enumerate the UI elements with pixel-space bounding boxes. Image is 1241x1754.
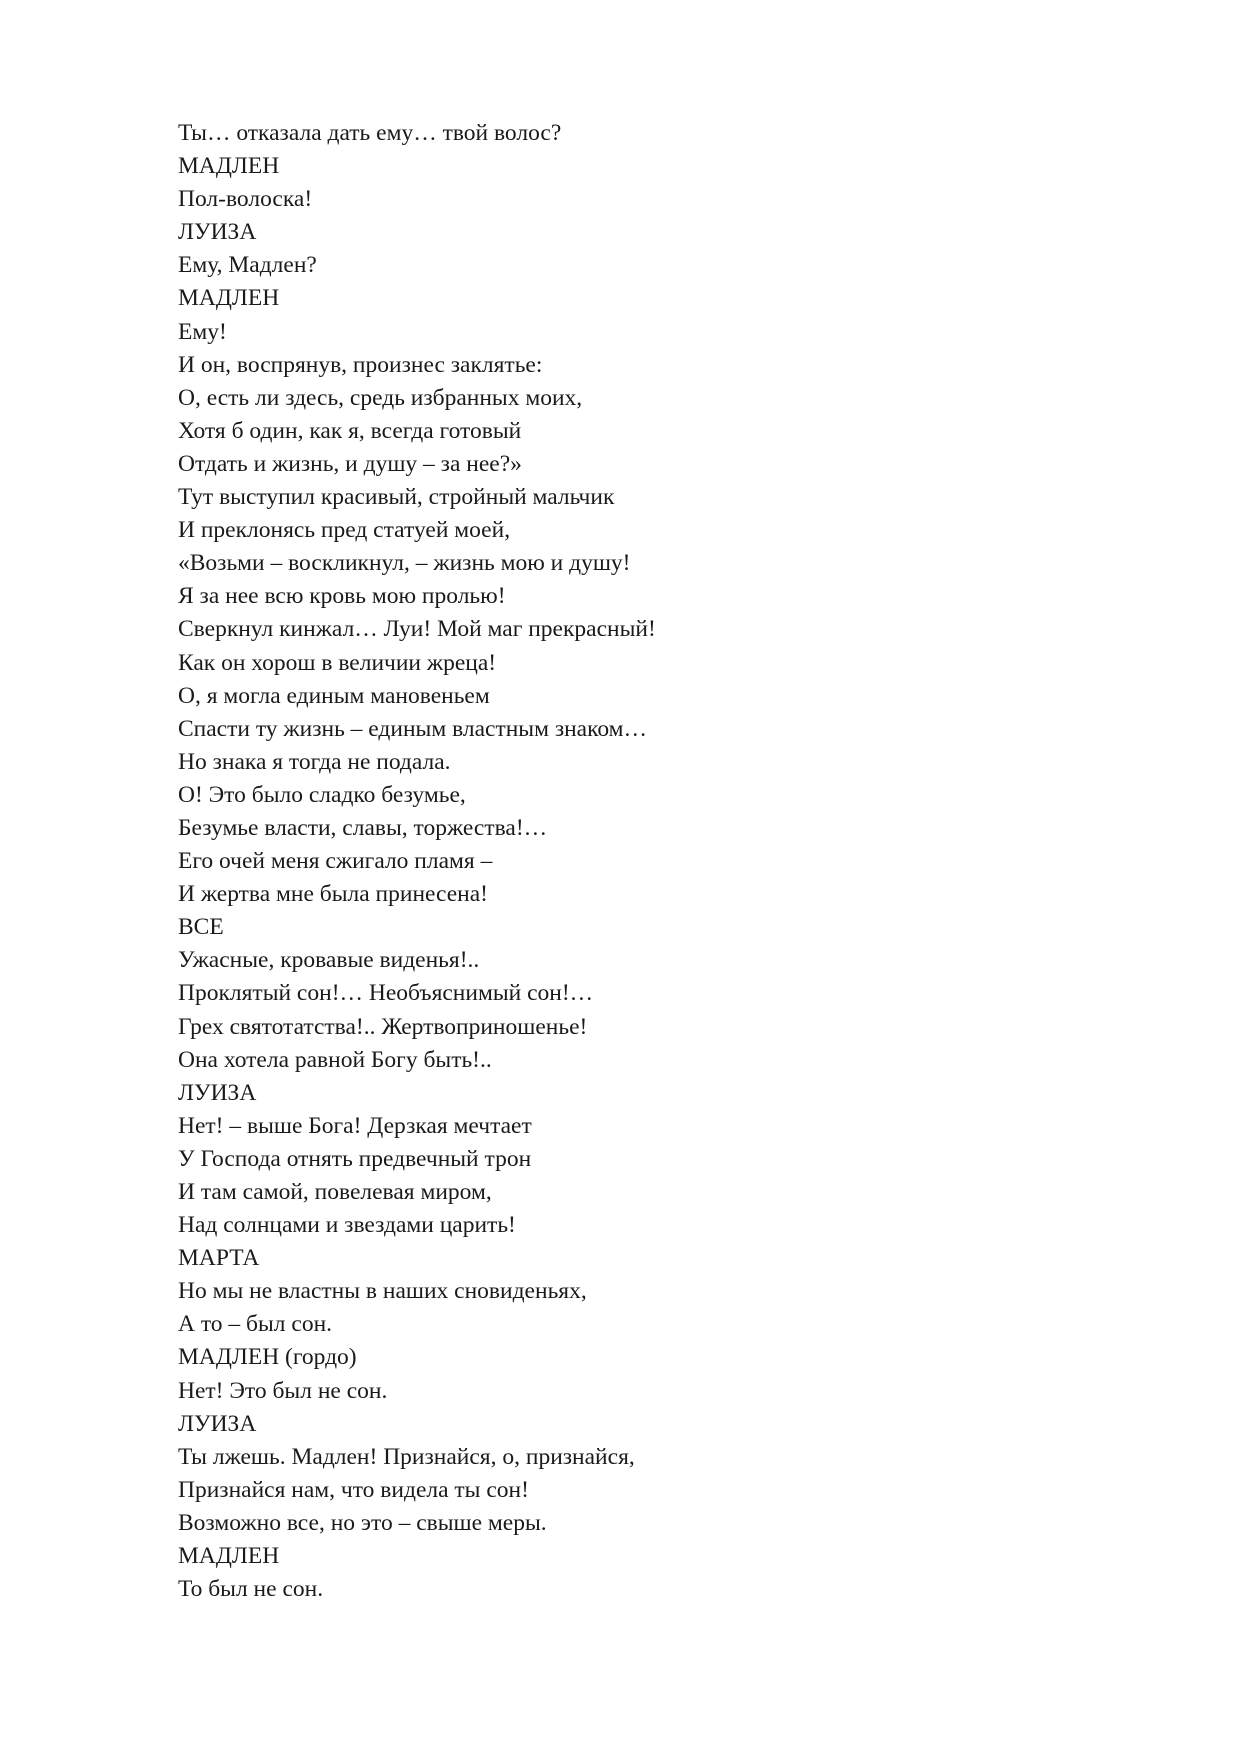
text-line: Нет! Это был не сон. <box>178 1377 388 1404</box>
text-line: Ужасные, кровавые виденья!.. <box>178 947 480 974</box>
text-line: Признайся нам, что видела ты сон! <box>178 1476 529 1503</box>
speaker-name: МАДЛЕН <box>178 285 280 312</box>
text-line: И он, воспрянув, произнес заклятье: <box>178 351 543 378</box>
speaker-name: МАДЛЕН (гордо) <box>178 1344 357 1371</box>
text-line: «Возьми – воскликнул, – жизнь мою и душу! <box>178 550 631 577</box>
text-line: Его очей меня сжигало пламя – <box>178 848 493 875</box>
text-line: О! Это было сладко безумье, <box>178 781 466 808</box>
text-line: О, есть ли здесь, средь избранных моих, <box>178 384 583 411</box>
text-line: И преклонясь пред статуей моей, <box>178 517 511 544</box>
text-line: Над солнцами и звездами царить! <box>178 1212 516 1239</box>
speaker-name: МАДЛЕН <box>178 1543 280 1570</box>
text-line: Но мы не властны в наших сновиденьях, <box>178 1278 587 1305</box>
text-line: Тут выступил красивый, стройный мальчик <box>178 484 615 511</box>
speaker-name: МАДЛЕН <box>178 153 280 180</box>
text-line: И там самой, повелевая миром, <box>178 1179 492 1205</box>
text-line: А то – был сон. <box>178 1311 333 1338</box>
text-line: Сверкнул кинжал… Луи! Мой маг прекрасный! <box>178 616 656 643</box>
text-line: Ты… отказала дать ему… твой волос? <box>178 120 562 146</box>
text-line: Но знака я тогда не подала. <box>178 748 451 775</box>
text-line: Ты лжешь. Мадлен! Признайся, о, признайся, <box>178 1443 635 1470</box>
text-line: И жертва мне была принесена! <box>178 881 489 908</box>
text-line: Спасти ту жизнь – единым властным знаком… <box>178 715 648 742</box>
text-line: Грех святотатства!.. Жертвоприношенье! <box>178 1013 588 1040</box>
text-line: То был не сон. <box>178 1576 324 1603</box>
text-line: Возможно все, но это – свыше меры. <box>178 1509 547 1536</box>
text-line: У Господа отнять предвечный трон <box>178 1145 532 1172</box>
text-line: Ему, Мадлен? <box>178 252 317 279</box>
speaker-name: ЛУИЗА <box>178 219 257 246</box>
text-line: Безумье власти, славы, торжества!… <box>178 814 548 841</box>
speaker-name: МАРТА <box>178 1245 260 1272</box>
text-line: Ему! <box>178 318 227 345</box>
text-line: Пол-волоска! <box>178 186 313 213</box>
speaker-name: ВСЕ <box>178 914 224 941</box>
text-line: Отдать и жизнь, и душу – за нее?» <box>178 450 522 477</box>
text-line: Хотя б один, как я, всегда готовый <box>178 417 522 444</box>
text-line: Нет! – выше Бога! Дерзкая мечтает <box>178 1112 532 1139</box>
text-line: Проклятый сон!… Необъяснимый сон!… <box>178 980 594 1007</box>
speaker-name: ЛУИЗА <box>178 1079 257 1106</box>
play-text <box>178 117 1078 1606</box>
text-line: Она хотела равной Богу быть!.. <box>178 1046 492 1073</box>
text-line: Как он хорош в величии жреца! <box>178 649 497 676</box>
text-line: О, я могла единым мановеньем <box>178 682 490 709</box>
speaker-name: ЛУИЗА <box>178 1410 257 1437</box>
text-line: Я за нее всю кровь мою пролью! <box>178 583 506 610</box>
